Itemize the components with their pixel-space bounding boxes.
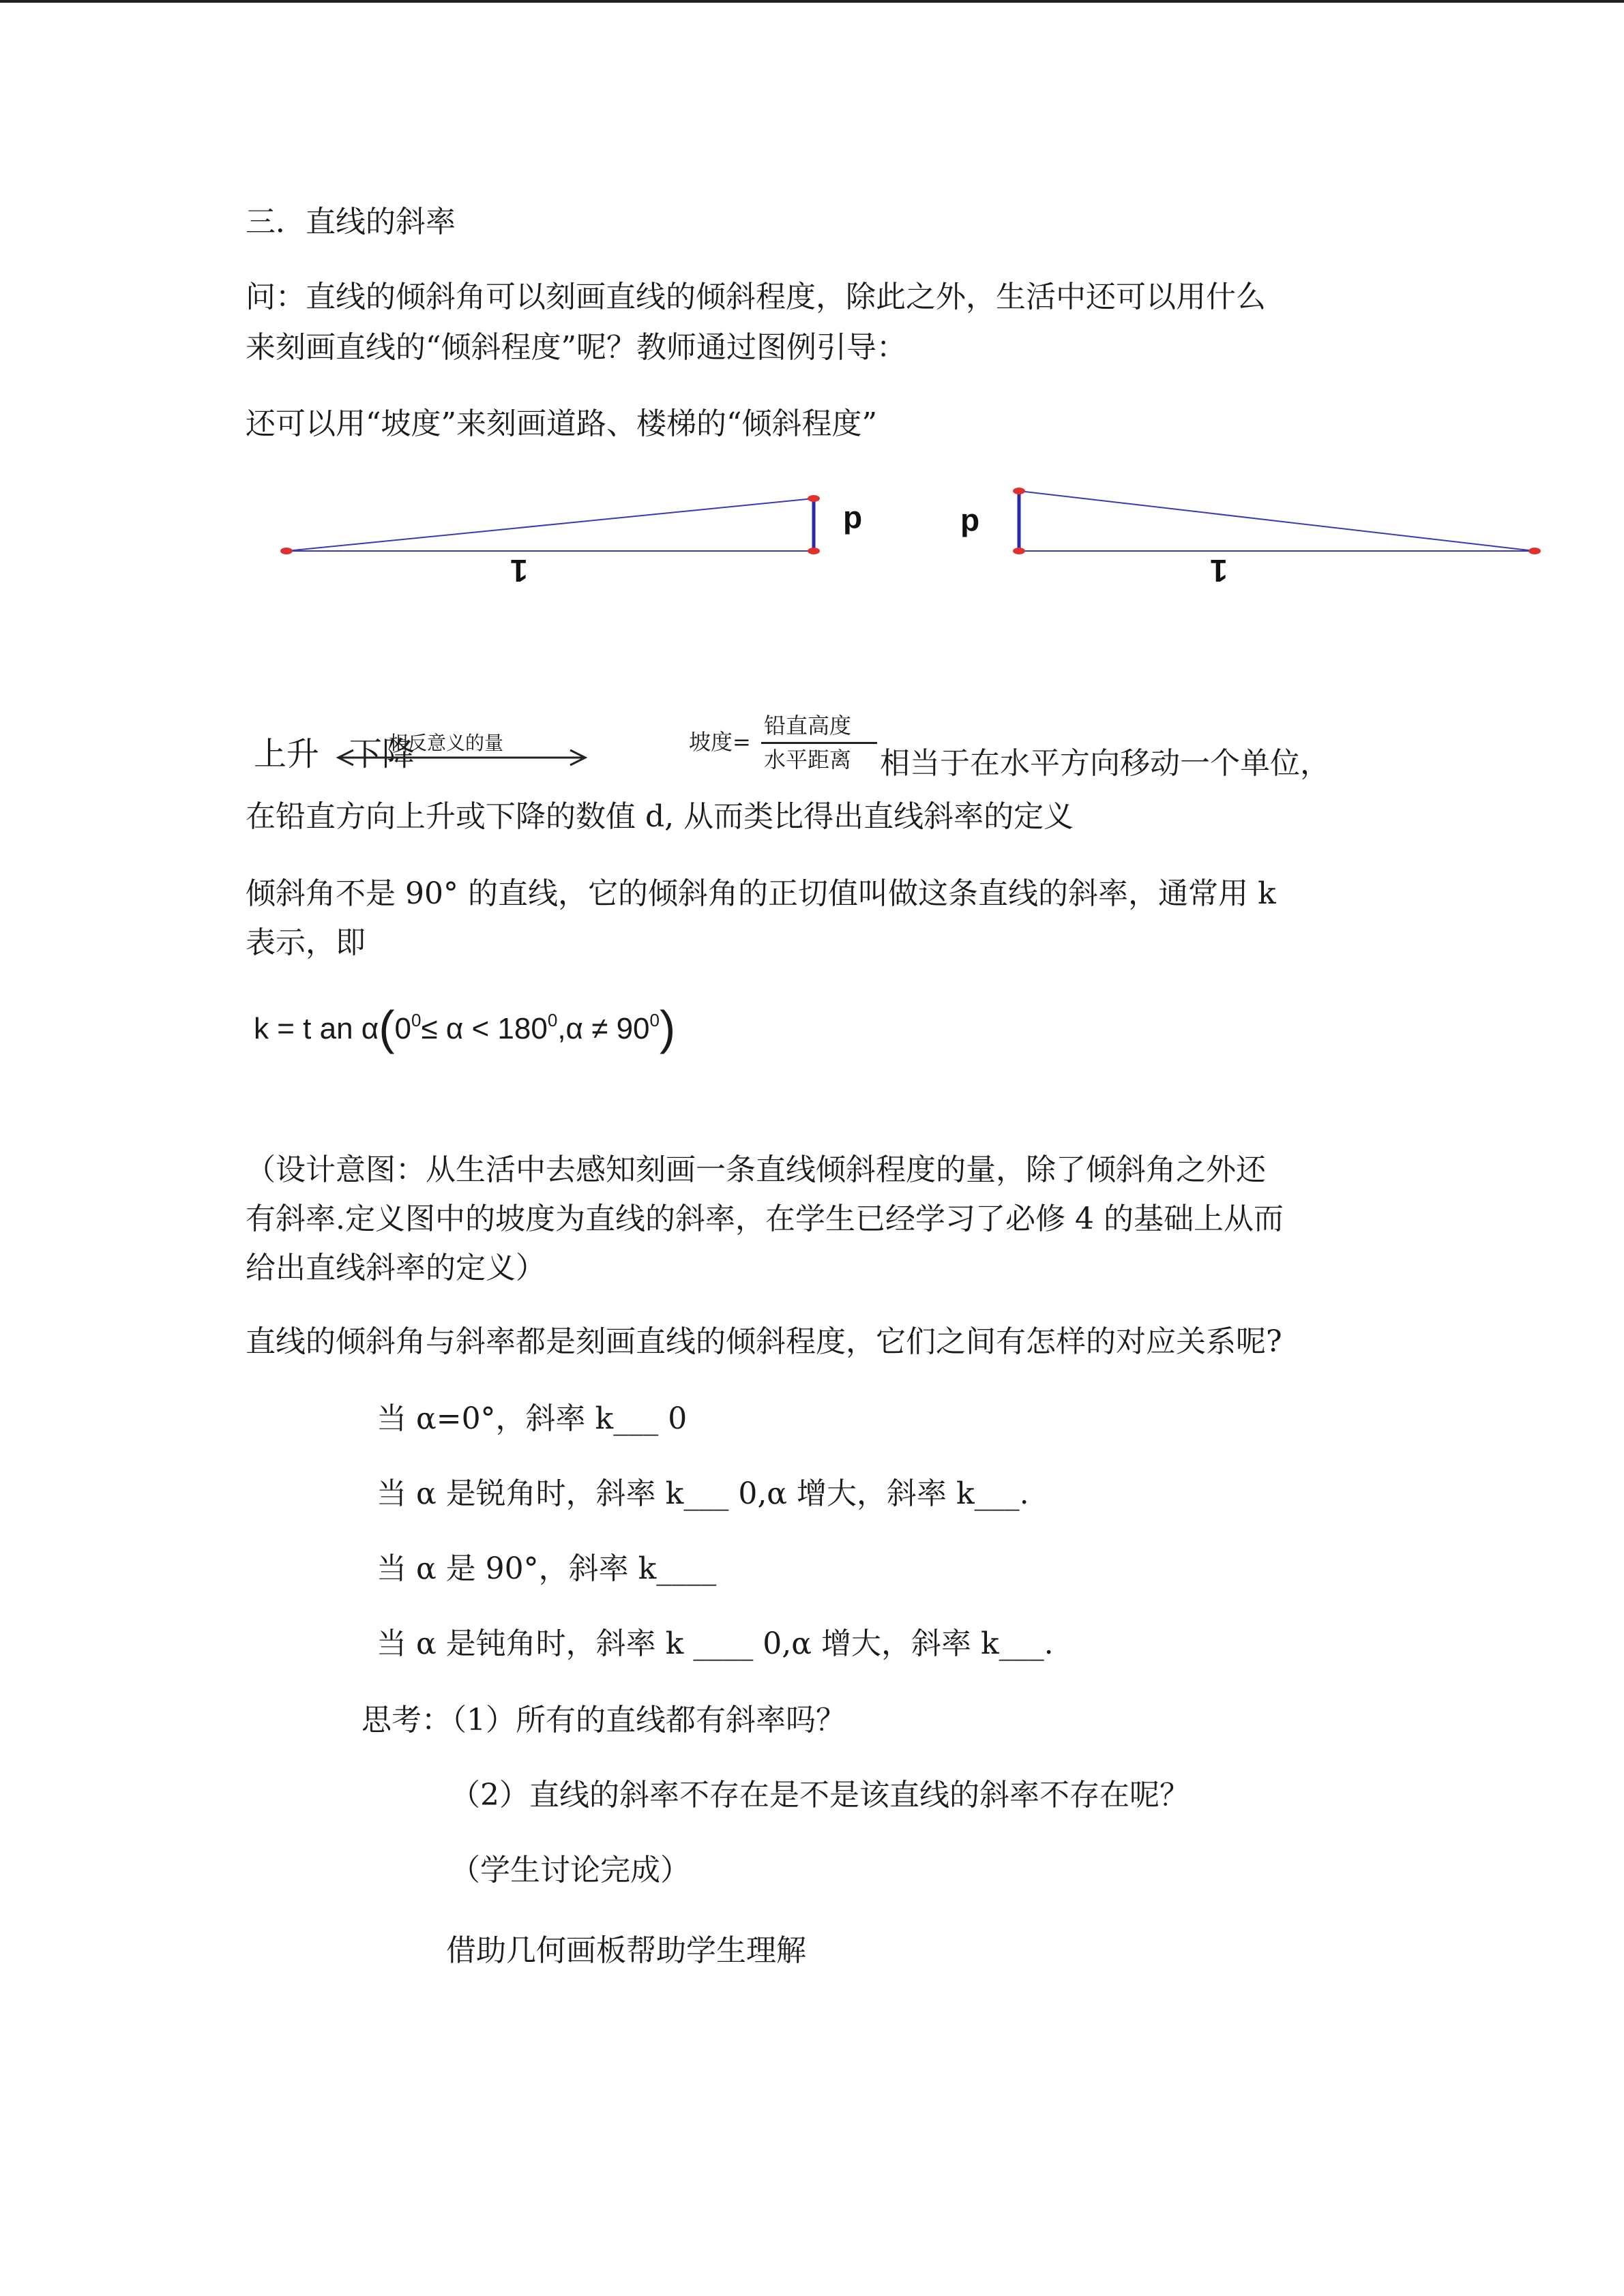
left-1-label: 1: [510, 552, 528, 588]
think-tool: 借助几何画板帮助学生理解: [446, 1933, 806, 1968]
slope-intro: 还可以用“坡度”来刻画道路、楼梯的“倾斜程度”: [246, 406, 877, 441]
case-zero: 当 α=0°，斜率 k___ 0: [377, 1401, 688, 1436]
gradient-denominator: 水平距离: [764, 747, 852, 773]
rise-word: 上升: [254, 735, 320, 773]
case-right: 当 α 是 90°，斜率 k____: [377, 1551, 717, 1586]
case-obtuse: 当 α 是钝角时，斜率 k ____ 0,α 增大，斜率 k___.: [377, 1626, 1054, 1661]
think-note: （学生讨论完成）: [450, 1853, 690, 1888]
fall-word: 下降: [349, 735, 415, 773]
slope-formula: [254, 993, 675, 1056]
definition-line-2: 表示，即: [246, 925, 366, 960]
formula-deg-3: 0: [649, 1010, 660, 1030]
left-vertex-a: [280, 548, 293, 554]
question-line-2: 来刻画直线的“倾斜程度”呢？教师通过图例引导：: [246, 330, 906, 365]
right-d-label: d: [960, 507, 980, 543]
case-acute: 当 α 是锐角时，斜率 k___ 0,α 增大，斜率 k___.: [377, 1476, 1029, 1511]
design-intent-line-1: （设计意图：从生活中去感知刻画一条直线倾斜程度的量，除了倾斜角之外还: [246, 1152, 1266, 1187]
gradient-fraction-bar: [761, 742, 877, 744]
opposite-caption: 相反意义的量: [389, 732, 504, 754]
left-slope-line: [286, 498, 814, 551]
think-question-1: 思考：（1）所有的直线都有斜率吗？: [361, 1703, 846, 1738]
question-line-1: 问：直线的倾斜角可以刻画直线的倾斜程度，除此之外，生活中还可以用什么: [246, 280, 1266, 314]
right-vertex-c: [1529, 548, 1541, 554]
gradient-after: 相当于在水平方向移动一个单位，: [880, 746, 1330, 781]
left-vertex-c: [808, 548, 820, 554]
gradient-label: 坡度=: [689, 729, 751, 755]
formula-deg-2: 0: [547, 1010, 558, 1030]
formula-open-paren: (: [379, 1001, 395, 1054]
right-slope-line: [1019, 491, 1535, 551]
right-vertex-b: [1013, 548, 1025, 554]
gradient-numerator: 铅直高度: [764, 713, 852, 739]
section-title: 三．直线的斜率: [246, 205, 456, 239]
definition-line-1: 倾斜角不是 90° 的直线，它的倾斜角的正切值叫做这条直线的斜率，通常用 k: [246, 876, 1276, 911]
design-intent-line-2: 有斜率.定义图中的坡度为直线的斜率，在学生已经学习了必修 4 的基础上从而: [246, 1202, 1284, 1236]
right-1-label: 1: [1210, 552, 1228, 588]
formula-close-paren: ): [659, 1001, 676, 1054]
right-vertex-a: [1013, 488, 1025, 494]
relation-question: 直线的倾斜角与斜率都是刻画直线的倾斜程度，它们之间有怎样的对应关系呢?: [246, 1324, 1282, 1359]
formula-middle: ≤ α < 180: [421, 1012, 548, 1045]
think-question-2: （2）直线的斜率不存在是不是该直线的斜率不存在呢？: [450, 1778, 1190, 1813]
formula-deg-1: 0: [411, 1010, 422, 1030]
formula-sep: ,α ≠ 90: [557, 1012, 650, 1045]
double-arrow: [334, 747, 593, 768]
formula-lhs: k = t an α: [254, 1012, 379, 1045]
left-d-label: d: [842, 504, 863, 540]
formula-zero: 0: [394, 1012, 411, 1045]
gradient-line-2: 在铅直方向上升或下降的数值 d, 从而类比得出直线斜率的定义: [246, 799, 1074, 834]
slope-diagram: [0, 0, 1624, 614]
left-vertex-b: [808, 495, 820, 502]
design-intent-line-3: 给出直线斜率的定义）: [246, 1251, 546, 1285]
